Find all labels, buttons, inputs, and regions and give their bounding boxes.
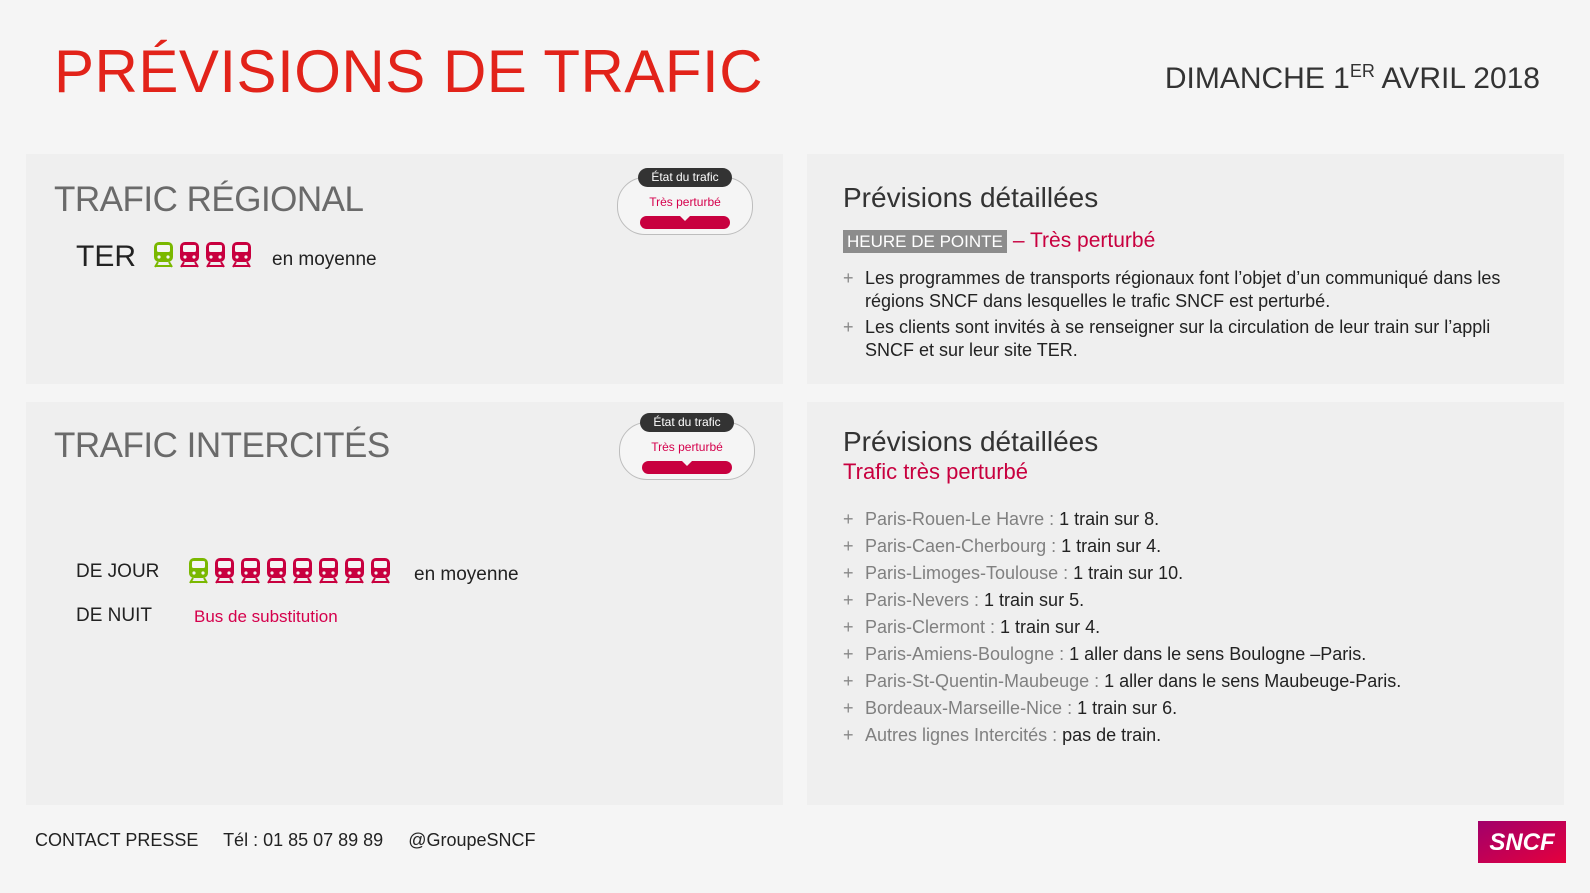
list-item: + Les programmes de transports régionaux font l’objet d’un communiqué dans les régions SNCF dans lesquelles le trafic SNCF est perturbé. [843,268,1501,311]
day-train-icons [188,557,396,584]
night-substitution-text: Bus de substitution [194,607,338,626]
train-icon [292,557,313,584]
day-label: DE JOUR [76,561,160,582]
train-icon [188,557,209,584]
plus-icon: + [843,617,854,637]
train-icon [205,241,226,268]
list-item: + Bordeaux-Marseille-Nice : 1 train sur 6. [843,695,1401,722]
ter-average-label: en moyenne [272,249,377,270]
svg-text:SNCF: SNCF [1489,829,1555,856]
plus-icon: + [843,644,854,664]
list-item: + Paris-Limoges-Toulouse : 1 train sur 10. [843,560,1401,587]
status-gauge [642,461,732,474]
sncf-logo [1474,817,1570,867]
train-icon [231,241,252,268]
page-date: DIMANCHE 1ER AVRIL 2018 [1164,61,1540,95]
plus-icon: + [843,536,854,556]
day-average-label: en moyenne [414,564,519,585]
night-label: DE NUIT [76,605,152,626]
ter-train-icons [153,241,257,268]
list-item: + Paris-Amiens-Boulogne : 1 aller dans le sens Boulogne –Paris. [843,641,1401,668]
train-icon [370,557,391,584]
plus-icon: + [843,563,854,583]
train-icon [214,557,235,584]
traffic-status-badge [619,415,755,480]
train-icon [344,557,365,584]
contact-twitter[interactable]: @GroupeSNCF [408,830,536,850]
regional-title: TRAFIC RÉGIONAL [54,180,364,219]
peak-hour-tag: HEURE DE POINTE [843,230,1007,253]
train-icon [266,557,287,584]
list-item: + Les clients sont invités à se renseigner sur la circulation de leur train sur l’appli SNCF et sur leur site TER. [843,317,1491,360]
badge-label: État du trafic [640,413,734,432]
peak-hour-status [843,230,1155,251]
plus-icon: + [843,590,854,610]
badge-state: Très perturbé [651,440,723,454]
intercites-panel [26,402,783,805]
plus-icon: + [843,317,854,337]
plus-icon: + [843,725,854,745]
intercites-title: TRAFIC INTERCITÉS [54,426,390,465]
plus-icon: + [843,509,854,529]
status-gauge [640,216,730,229]
train-icon [318,557,339,584]
train-icon [240,557,261,584]
details-title: Prévisions détaillées [843,426,1099,457]
list-item: + Paris-Nevers : 1 train sur 5. [843,587,1401,614]
train-icon [179,241,200,268]
intercites-details-panel [807,402,1564,805]
plus-icon: + [843,268,854,288]
page-title: PRÉVISIONS DE TRAFIC [54,38,764,105]
list-item: + Paris-Rouen-Le Havre : 1 train sur 8. [843,506,1401,533]
intercites-lines-list [843,506,1401,749]
ter-label: TER [76,240,136,273]
traffic-status-badge [617,170,753,235]
list-item: + Paris-Caen-Cherbourg : 1 train sur 4. [843,533,1401,560]
list-item: + Paris-Clermont : 1 train sur 4. [843,614,1401,641]
badge-label: État du trafic [638,168,732,187]
plus-icon: + [843,698,854,718]
contact-label: CONTACT PRESSE [35,830,199,850]
regional-details-panel [807,154,1564,384]
peak-hour-state: – Très perturbé [1012,229,1156,252]
details-title: Prévisions détaillées [843,182,1099,213]
regional-details-list [843,267,1533,365]
regional-panel [26,154,783,384]
list-item: + Autres lignes Intercités : pas de train. [843,722,1401,749]
contact-phone[interactable]: Tél : 01 85 07 89 89 [223,830,384,850]
list-item: + Paris-St-Quentin-Maubeuge : 1 aller dans le sens Maubeuge-Paris. [843,668,1401,695]
train-icon [153,241,174,268]
badge-state: Très perturbé [649,195,721,209]
footer-contact [35,830,556,851]
details-subtitle: Trafic très perturbé [843,459,1029,484]
plus-icon: + [843,671,854,691]
